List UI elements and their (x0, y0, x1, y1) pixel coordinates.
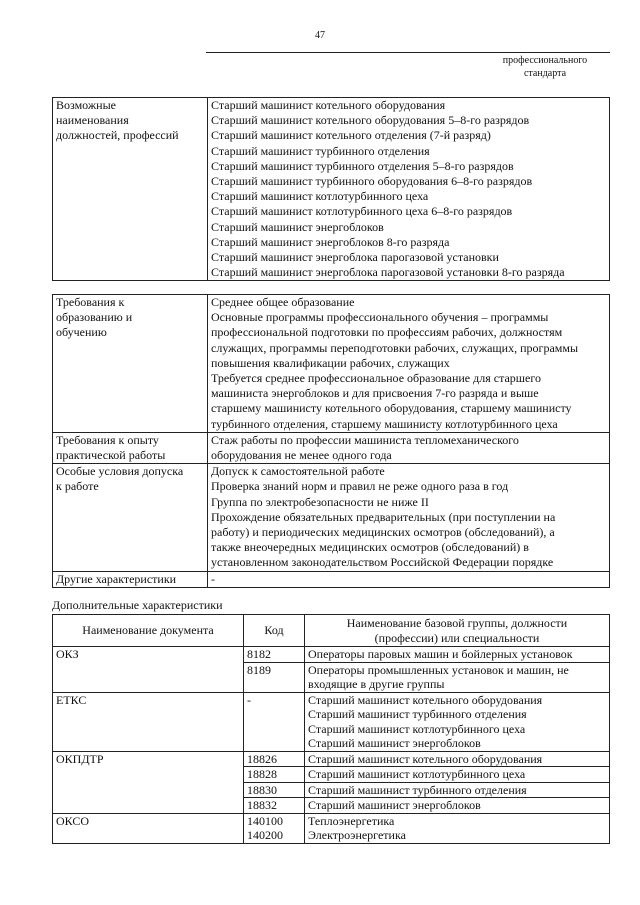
label-line: обучению (56, 325, 107, 340)
positions-label-cell (53, 98, 208, 281)
text-line: Прохождение обязательных предварительных (при поступлении на (211, 509, 556, 524)
text-line: Старший машинист энергоблоков (308, 736, 481, 750)
text-line: Электроэнергетика (308, 828, 406, 842)
header-rule (206, 52, 610, 53)
position-item: Старший машинист энергоблоков 8-го разряда (211, 234, 450, 249)
column-header-code: Код (244, 615, 305, 647)
text-line: Старший машинист турбинного отделения (308, 707, 527, 721)
text-line: - (211, 571, 215, 586)
text-line: оборудования не менее одного года (211, 448, 392, 463)
additional-table (52, 614, 610, 844)
column-header-document: Наименование документа (53, 615, 244, 647)
name-cell (305, 813, 610, 843)
header-line: Наименование базовой группы, должности (346, 616, 568, 630)
requirement-label-cell (53, 571, 208, 587)
document-cell: ОКПДТР (53, 751, 244, 813)
label-line: практической работы (56, 448, 166, 463)
label-line: Требования к опыту (56, 432, 159, 447)
text-line: также внеочередных медицинских осмотров (обследований) в (211, 540, 529, 555)
text-line: Старший машинист энергоблоков (308, 798, 481, 812)
text-line: Теплоэнергетика (308, 813, 395, 828)
positions-values-cell (208, 98, 610, 281)
document-cell: ОКЗ (53, 647, 244, 693)
text-line: Группа по электробезопасности не ниже II (211, 494, 429, 509)
text-line: Старший машинист котлотурбинного цеха (308, 767, 526, 781)
positions-table (52, 97, 610, 281)
name-cell (305, 782, 610, 798)
label-line: Другие характеристики (56, 571, 177, 586)
position-item: Старший машинист котельного оборудования 5–8-го разрядов (211, 113, 530, 128)
text-line: Стаж работы по профессии машиниста тепломеханического (211, 432, 519, 447)
table-row (53, 813, 610, 843)
position-item: Старший машинист энергоблоков (211, 219, 384, 234)
requirement-value-cell (208, 464, 610, 571)
requirement-label-cell (53, 295, 208, 433)
position-item: Старший машинист котлотурбинного цеха (211, 189, 429, 204)
requirements-row-experience (53, 432, 610, 463)
code-cell: 18832 (244, 798, 305, 814)
requirement-value-cell (208, 571, 610, 587)
requirement-value-cell (208, 432, 610, 463)
label-line: должностей, профессий (56, 128, 179, 143)
code-line: 140100 (247, 813, 283, 828)
header-line: (профессии) или специальности (374, 630, 540, 645)
name-cell (305, 647, 610, 663)
position-item: Старший машинист энергоблока парогазовой установки (211, 250, 499, 265)
text-line: машиниста энергоблоков и для присвоения 7-го разряда и выше (211, 386, 539, 401)
requirements-row-admission (53, 464, 610, 571)
requirement-label-cell (53, 432, 208, 463)
table-row (53, 647, 610, 663)
header-row (53, 615, 610, 647)
requirements-row-other (53, 571, 610, 587)
text-line: Операторы промышленных установок и машин, не (308, 662, 569, 677)
position-item: Старший машинист турбинного оборудования 6–8-го разрядов (211, 174, 533, 189)
label-line: Возможные (56, 98, 116, 112)
column-header-name (305, 615, 610, 647)
text-line: Требуется среднее профессиональное образование для старшего (211, 371, 541, 386)
label-line: к работе (56, 479, 99, 494)
document-cell: ЕТКС (53, 692, 244, 751)
position-item: Старший машинист турбинного отделения 5–8-го разрядов (211, 158, 514, 173)
name-cell (305, 751, 610, 767)
text-line: профессиональной подготовки по профессиям рабочих, должностям (211, 325, 563, 340)
text-line: Основные программы профессионального обучения – программы (211, 310, 549, 325)
text-line: Допуск к самостоятельной работе (211, 464, 385, 479)
text-line: повышения квалификации рабочих, служащих (211, 355, 450, 370)
name-cell (305, 798, 610, 814)
text-line: Старший машинист котлотурбинного цеха (308, 721, 526, 736)
code-cell: 18830 (244, 782, 305, 798)
text-line: служащих, программы переподготовки рабочих, служащих, программы (211, 340, 579, 355)
code-cell: 18826 (244, 751, 305, 767)
code-cell: 18828 (244, 767, 305, 783)
code-cell: - (244, 692, 305, 751)
code-cell: 8189 (244, 662, 305, 692)
positions-row (53, 98, 610, 281)
table-row (53, 692, 610, 751)
text-line: Старший машинист турбинного отделения (308, 782, 527, 797)
page-number: 47 (315, 30, 325, 41)
text-line: Старший машинист котельного оборудования (308, 751, 543, 766)
text-line: Операторы паровых машин и бойлерных установок (308, 647, 573, 661)
table-row (53, 751, 610, 767)
name-cell (305, 767, 610, 783)
text-line: входящие в другие группы (308, 677, 445, 691)
label-line: наименования (56, 113, 129, 128)
code-line: 140200 (247, 828, 283, 842)
label-line: Требования к (56, 295, 125, 309)
text-line: Среднее общее образование (211, 295, 355, 309)
text-line: турбинного отделения, старшему машинисту котлотурбинного цеха (211, 416, 558, 431)
label-line: образованию и (56, 310, 133, 325)
header-note (470, 54, 620, 80)
text-line: старшему машинисту котельного оборудования, старшему машинисту (211, 401, 572, 416)
requirement-label-cell (53, 464, 208, 571)
code-cell (244, 813, 305, 843)
header-note-line: стандарта (523, 68, 567, 79)
requirements-row-education (53, 295, 610, 433)
document-cell: ОКСО (53, 813, 244, 843)
text-line: работу) и периодических медицинских осмотров (обследований), а (211, 525, 555, 540)
name-cell (305, 662, 610, 692)
position-item: Старший машинист котлотурбинного цеха 6–8-го разрядов (211, 204, 513, 219)
header-note-line: профессионального (502, 55, 588, 66)
requirements-table (52, 294, 610, 588)
position-item: Старший машинист котельного отделения (7-й разряд) (211, 128, 491, 143)
text-line: Проверка знаний норм и правил не реже одного раза в год (211, 479, 509, 494)
additional-title: Дополнительные характеристики (52, 598, 223, 612)
name-cell (305, 692, 610, 751)
text-line: установленном законодательством Российской Федерации порядке (211, 555, 554, 570)
label-line: Особые условия допуска (56, 464, 184, 479)
text-line: Старший машинист котельного оборудования (308, 692, 543, 707)
code-cell: 8182 (244, 647, 305, 663)
position-item: Старший машинист турбинного отделения (211, 143, 430, 158)
position-item: Старший машинист энергоблока парогазовой установки 8-го разряда (211, 265, 565, 280)
requirement-value-cell (208, 295, 610, 433)
position-item: Старший машинист котельного оборудования (211, 98, 446, 112)
